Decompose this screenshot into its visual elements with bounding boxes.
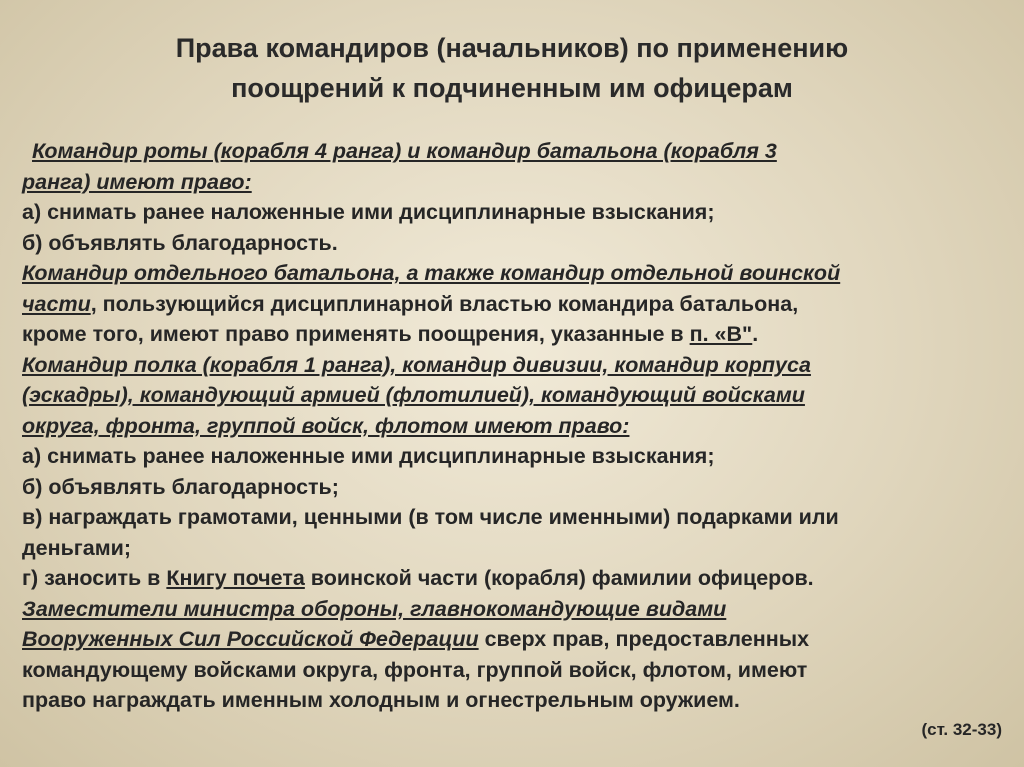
text-officer-names: воинской части (корабля) фамилии офицеров. (304, 566, 814, 590)
list-item-g (22, 563, 1007, 594)
list-item-v-cont: деньгами; (22, 535, 132, 560)
list-item-a-2: а) снимать ранее наложенные ими дисциплинарные взыскания; (22, 444, 715, 468)
text-award-weapons: право награждать именным холодным и огнестрельным оружием. (22, 688, 740, 712)
heading-separate-battalion: Командир отдельного батальона, а также командир отдельной воинской (22, 261, 841, 285)
paragraph-separate-battalion (22, 289, 1007, 320)
paragraph-armed-forces (22, 624, 1007, 655)
text-disciplinary-power: , пользующийся дисциплинарной властью командира батальона, (90, 291, 799, 316)
title-line-1: Права командиров (начальников) по применению (175, 33, 849, 63)
link-book-of-honor[interactable]: Книгу почета (166, 566, 305, 590)
text-apply-rewards: кроме того, имеют право применять поощрения, указанные в (22, 322, 690, 346)
list-item-b-2: б) объявлять благодарность; (22, 474, 339, 499)
list-item-v: в) награждать грамотами, ценными (в том числе именными) подарками или (22, 505, 839, 529)
title-line-2: поощрений к подчиненным им офицерам (231, 73, 793, 103)
heading-company-commander-cont: ранга) имеют право: (22, 169, 252, 194)
text-enter-in: г) заносить в (22, 566, 167, 590)
text-commander-rights: командующему войсками округа, фронта, группой войск, флотом, имеют (22, 657, 808, 682)
heading-company-commander: Командир роты (корабля 4 ранга) и командир батальона (корабля 3 (32, 139, 777, 163)
text-period: . (752, 322, 759, 346)
heading-separate-battalion-cont: части (22, 291, 91, 316)
heading-regiment-commander-cont-2: округа, фронта, группой войск, флотом имеют право: (22, 413, 630, 438)
link-point-v[interactable]: п. «В" (689, 322, 753, 346)
list-item-b-1: б) объявлять благодарность. (22, 230, 338, 255)
list-item-a-1: а) снимать ранее наложенные ими дисциплинарные взыскания; (22, 200, 715, 224)
heading-deputy-ministers: Заместители министра обороны, главнокомандующие видами (22, 596, 727, 621)
slide-title (40, 28, 984, 108)
text-beyond-rights: сверх прав, предоставленных (478, 627, 810, 651)
article-reference: (ст. 32-33) (921, 720, 1002, 739)
slide-body (22, 136, 1007, 716)
heading-regiment-commander: Командир полка (корабля 1 ранга), командир дивизии, командир корпуса (22, 352, 811, 377)
heading-regiment-commander-cont-1: (эскадры), командующий армией (флотилией), командующий войсками (22, 383, 805, 407)
heading-deputy-ministers-cont: Вооруженных Сил Российской Федерации (22, 627, 479, 651)
paragraph-apply-rewards (22, 319, 1007, 350)
